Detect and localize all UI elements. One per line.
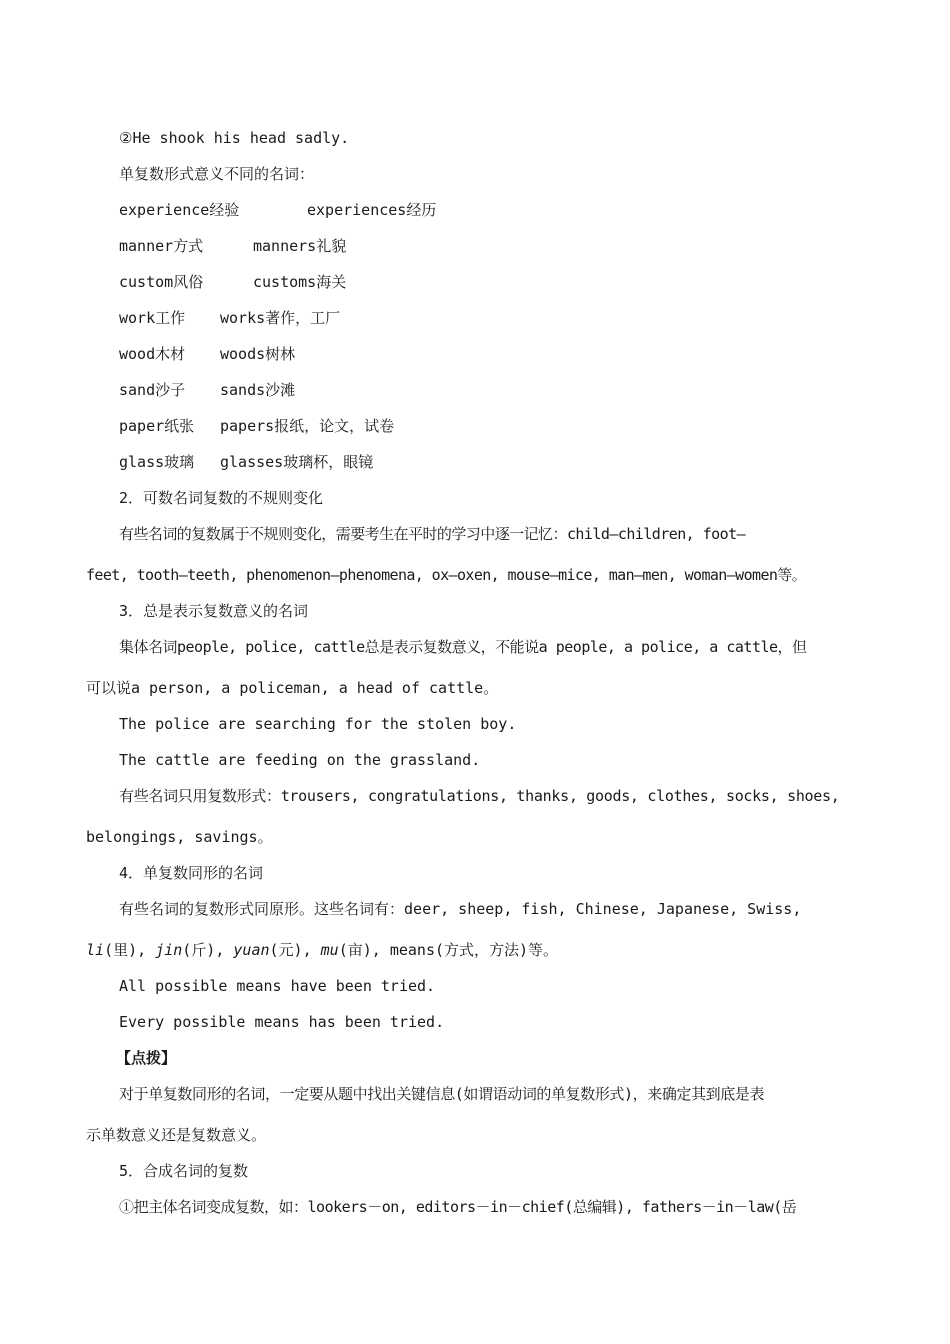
pinyin-term: yuan bbox=[233, 941, 270, 959]
pair-row bbox=[119, 200, 437, 220]
paragraph-line: ①把主体名词变成复数，如：lookers－on, editors－in－chief(总编辑), fathers－in－law(岳 bbox=[119, 1198, 797, 1216]
gloss: (里), bbox=[104, 941, 147, 959]
tip-heading: 【点拨】 bbox=[116, 1049, 177, 1067]
pinyin-term: jin bbox=[155, 941, 183, 959]
pair-row bbox=[119, 236, 347, 256]
singular-term: manner方式 bbox=[119, 237, 204, 255]
singular-term: custom风俗 bbox=[119, 273, 204, 291]
plural-term: woods树林 bbox=[220, 345, 296, 363]
plural-term: customs海关 bbox=[253, 273, 347, 291]
section-heading: 4．单复数同形的名词 bbox=[119, 864, 264, 882]
section-heading: 2．可数名词复数的不规则变化 bbox=[119, 489, 324, 507]
example-sentence: All possible means have been tried. bbox=[119, 977, 436, 995]
gloss: (亩), means(方式，方法)等。 bbox=[338, 941, 559, 959]
plural-term: experiences经历 bbox=[307, 201, 437, 219]
paragraph-line: 有些名词只用复数形式：trousers, congratulations, thanks, goods, clothes, socks, shoes, bbox=[119, 787, 840, 805]
gloss: (斤), bbox=[182, 941, 225, 959]
example-sentence: Every possible means has been tried. bbox=[119, 1013, 445, 1031]
paragraph-line: feet, tooth—teeth, phenomenon—phenomena, ox—oxen, mouse—mice, man—men, woman—women等。 bbox=[86, 566, 807, 584]
plural-term: glasses玻璃杯，眼镜 bbox=[220, 453, 374, 471]
singular-term: paper纸张 bbox=[119, 417, 195, 435]
paragraph-line: 有些名词的复数属于不规则变化，需要考生在平时的学习中逐一记忆：child—children, foot— bbox=[119, 525, 746, 543]
singular-term: experience经验 bbox=[119, 201, 240, 219]
singular-term: sand沙子 bbox=[119, 381, 186, 399]
paragraph-line: belongings, savings。 bbox=[86, 828, 273, 846]
singular-term: glass玻璃 bbox=[119, 453, 195, 471]
plural-term: sands沙滩 bbox=[220, 381, 296, 399]
example-sentence: The cattle are feeding on the grassland. bbox=[119, 751, 481, 769]
paragraph-line: 可以说a person, a policeman, a head of cattle。 bbox=[86, 679, 499, 697]
pinyin-term: mu bbox=[320, 941, 339, 959]
section-heading: 3．总是表示复数意义的名词 bbox=[119, 602, 309, 620]
pair-row bbox=[119, 344, 296, 364]
section-heading: 5．合成名词的复数 bbox=[119, 1162, 249, 1180]
paragraph-line bbox=[86, 940, 558, 960]
plural-term: works著作，工厂 bbox=[220, 309, 341, 327]
example-sentence: The police are searching for the stolen boy. bbox=[119, 715, 517, 733]
paragraph-line: 对于单复数同形的名词，一定要从题中找出关键信息(如谓语动词的单复数形式)，来确定其到底是表 bbox=[119, 1085, 765, 1103]
pair-row bbox=[119, 452, 374, 472]
singular-term: work工作 bbox=[119, 309, 186, 327]
pair-row bbox=[119, 272, 347, 292]
paragraph-line: 示单数意义还是复数意义。 bbox=[86, 1126, 267, 1144]
pinyin-term: li bbox=[86, 941, 105, 959]
example-sentence: ②He shook his head sadly. bbox=[119, 129, 350, 147]
pair-row bbox=[119, 308, 341, 328]
gloss: (元), bbox=[269, 941, 312, 959]
paragraph-line: 有些名词的复数形式同原形。这些名词有：deer, sheep, fish, Chinese, Japanese, Swiss, bbox=[119, 900, 802, 918]
plural-term: manners礼貌 bbox=[253, 237, 347, 255]
singular-term: wood木材 bbox=[119, 345, 186, 363]
pair-row bbox=[119, 380, 296, 400]
plural-term: papers报纸，论文，试卷 bbox=[220, 417, 395, 435]
pair-row bbox=[119, 416, 395, 436]
section-intro: 单复数形式意义不同的名词： bbox=[119, 165, 315, 183]
paragraph-line: 集体名词people, police, cattle总是表示复数意义，不能说a people, a police, a cattle，但 bbox=[119, 638, 807, 656]
